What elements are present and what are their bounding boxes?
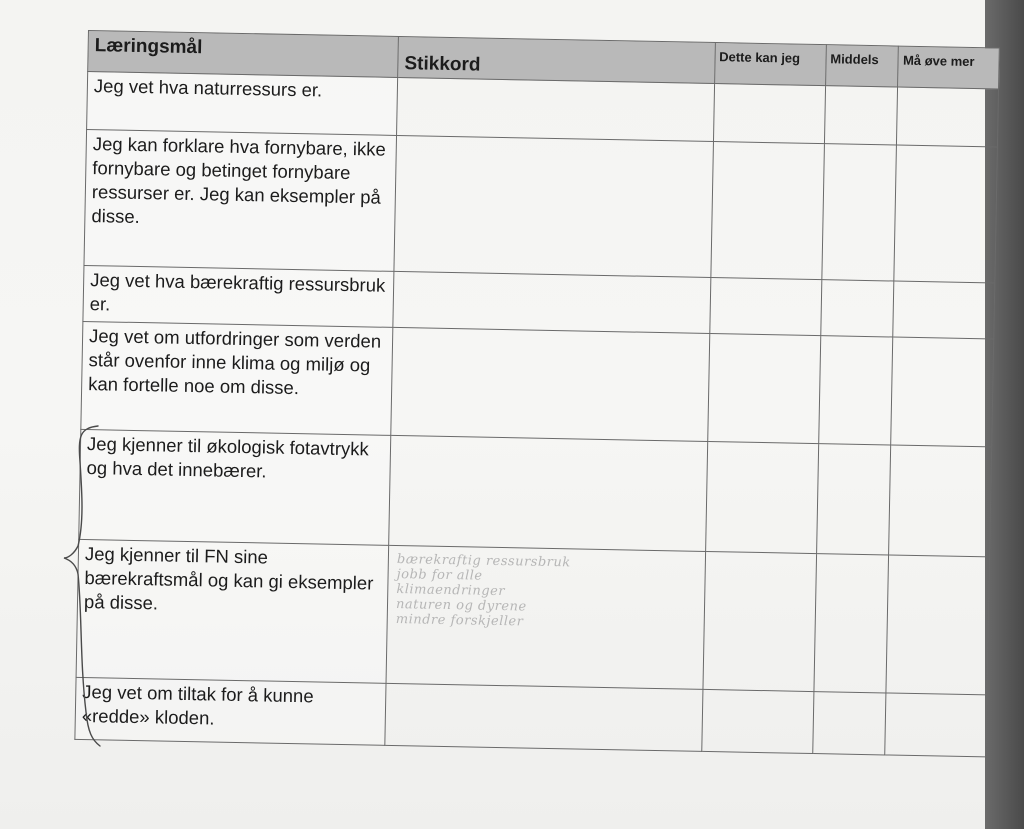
medium-cell[interactable] (818, 336, 893, 445)
need-practice-cell[interactable] (891, 337, 994, 447)
goal-text: Jeg kan forklare hva fornybare, ikke fornybare og betinget fornybare ressurser er. Jeg kan eksempler på disse. (84, 129, 397, 271)
can-do-cell[interactable] (710, 142, 824, 280)
notes-cell[interactable] (397, 77, 715, 141)
medium-cell[interactable] (822, 144, 897, 281)
goal-text: Jeg vet om tiltak for å kunne «redde» kloden. (75, 677, 386, 745)
table-row (81, 321, 994, 446)
goal-text: Jeg kjenner til FN sine bærekraftsmål og kan gi eksempler på disse. (76, 539, 389, 683)
goal-text: Jeg vet hva naturressurs er. (87, 72, 398, 136)
handwritten-line: klimaendringer (396, 582, 506, 600)
notes-cell[interactable] (389, 435, 708, 551)
medium-cell[interactable] (824, 86, 898, 145)
notes-cell[interactable] (393, 271, 711, 333)
header-learning-goals: Læringsmål (88, 31, 399, 78)
need-practice-cell[interactable] (897, 87, 999, 147)
header-can-do: Dette kan jeg (714, 43, 826, 86)
can-do-cell[interactable] (703, 551, 817, 691)
header-medium: Middels (825, 45, 898, 87)
need-practice-cell[interactable] (885, 693, 987, 757)
notes-cell[interactable] (391, 327, 709, 441)
can-do-cell[interactable] (701, 689, 813, 753)
self-assessment-form (74, 30, 999, 753)
medium-cell[interactable] (814, 554, 889, 693)
handwritten-line: mindre forskjeller (395, 612, 524, 630)
can-do-cell[interactable] (707, 333, 820, 443)
notes-cell[interactable] (386, 545, 705, 689)
medium-cell[interactable] (812, 692, 886, 755)
table-row (79, 429, 992, 556)
goal-text: Jeg kjenner til økologisk fotavtrykk og hva det innebærer. (79, 429, 391, 545)
learning-goals-table (74, 30, 999, 757)
handwritten-notes (396, 552, 571, 630)
can-do-cell[interactable] (705, 441, 818, 553)
handwritten-line: naturen og dyrene (395, 597, 527, 615)
need-practice-cell[interactable] (894, 145, 997, 283)
table-row (76, 539, 989, 694)
can-do-cell[interactable] (713, 84, 825, 144)
medium-cell[interactable] (816, 444, 891, 555)
medium-cell[interactable] (821, 280, 895, 337)
can-do-cell[interactable] (709, 277, 821, 335)
notes-cell[interactable] (385, 683, 703, 751)
header-keywords: Stikkord (398, 36, 715, 83)
handwritten-line: bærekraftig ressursbruk (396, 552, 571, 571)
need-practice-cell[interactable] (889, 445, 992, 557)
notes-cell[interactable] (394, 135, 713, 277)
handwritten-line: jobb for alle (396, 567, 483, 584)
need-practice-cell[interactable] (893, 281, 995, 339)
goal-text: Jeg vet hva bærekraftig ressursbruk er. (83, 265, 394, 327)
pencil-brace-mark (60, 422, 110, 752)
table-row (84, 129, 997, 282)
need-practice-cell[interactable] (886, 555, 989, 695)
goal-text: Jeg vet om utfordringer som verden står ovenfor inne klima og miljø og kan fortelle noe om disse. (81, 321, 393, 435)
header-need-practice: Må øve mer (898, 46, 999, 89)
